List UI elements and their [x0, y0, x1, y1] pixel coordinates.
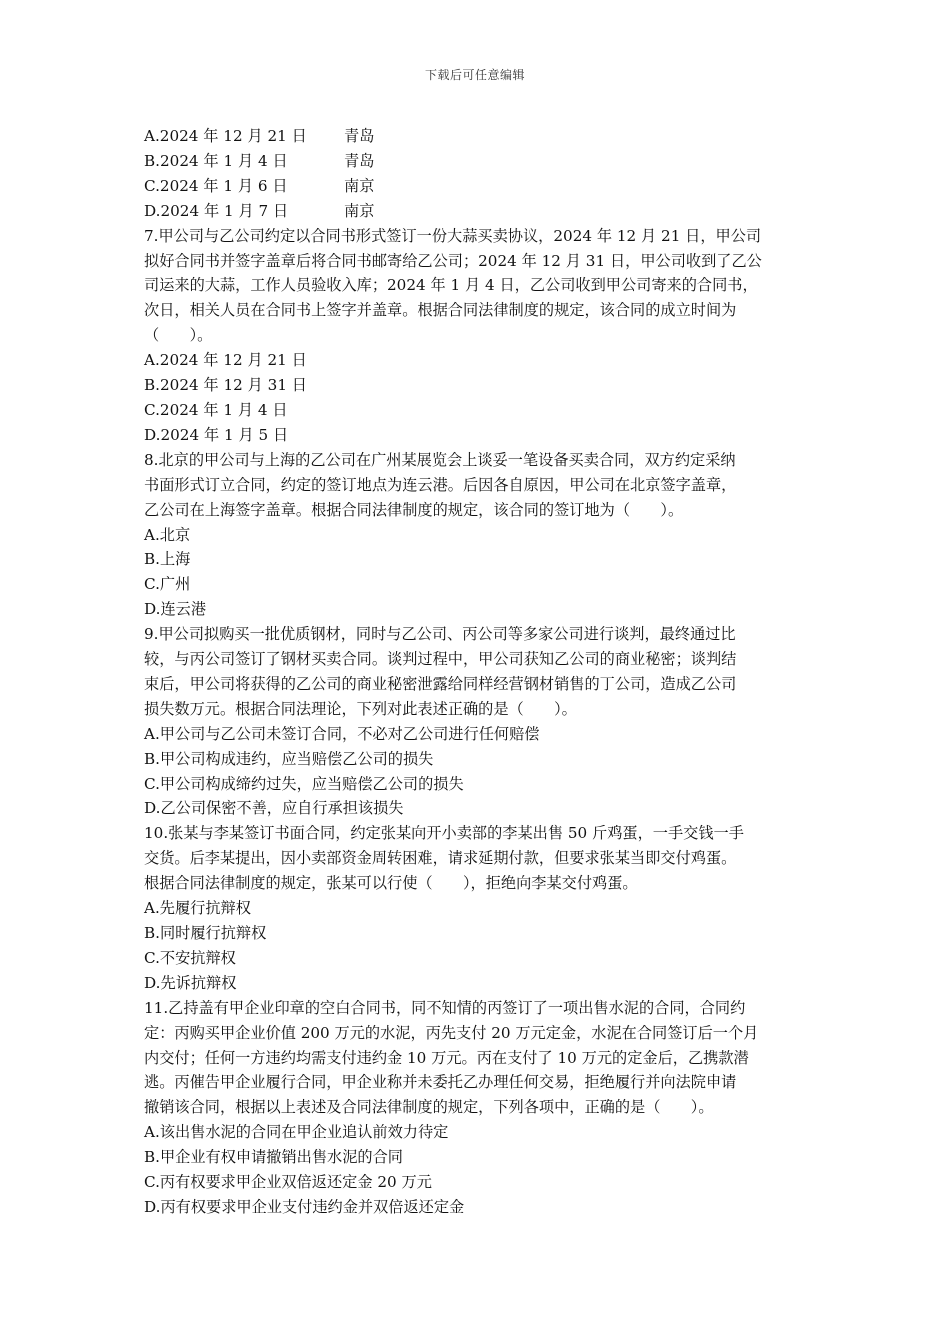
- question-text-line: 定：丙购买甲企业价值 200 万元的水泥，丙先支付 20 万元定金，水泥在合同签订后一个月: [144, 1023, 759, 1042]
- option-b: B.上海: [144, 550, 191, 569]
- option-a: A.2024 年 12 月 21 日: [144, 351, 307, 370]
- question-text-line: 乙公司在上海签字盖章。根据合同法律制度的规定，该合同的签订地为（ ）。: [144, 500, 684, 519]
- option-row: [144, 124, 812, 149]
- question-11: [144, 996, 812, 1220]
- question-text-line: 根据合同法律制度的规定，张某可以行使（ ），拒绝向李某交付鸡蛋。: [144, 874, 638, 893]
- document-body: [144, 124, 812, 1220]
- option-place: 南京: [344, 176, 375, 195]
- question-text-line: 较，与丙公司签订了钢材买卖合同。谈判过程中，甲公司获知乙公司的商业秘密；谈判结: [144, 650, 737, 669]
- option-date: A.2024 年 12 月 21 日: [144, 127, 307, 145]
- question-text-line: 书面形式订立合同，约定的签订地点为连云港。后因各自原因，甲公司在北京签字盖章，: [144, 475, 737, 494]
- question-text-line: 损失数万元。根据合同法理论，下列对此表述正确的是（ ）。: [144, 699, 577, 718]
- question-7: [144, 224, 812, 448]
- option-b: B.甲公司构成违约，应当赔偿乙公司的损失: [144, 749, 434, 768]
- option-row: [144, 199, 812, 224]
- option-row: [144, 174, 812, 199]
- question-text-line: 内交付；任何一方违约均需支付违约金 10 万元。丙在支付了 10 万元的定金后，乙携款潜: [144, 1048, 749, 1067]
- option-d: D.丙有权要求甲企业支付违约金并双倍返还定金: [144, 1197, 465, 1216]
- option-date: D.2024 年 1 月 7 日: [144, 201, 289, 220]
- option-place: 青岛: [344, 127, 375, 145]
- question-text-line: 8.北京的甲公司与上海的乙公司在广州某展览会上谈妥一笔设备买卖合同，双方约定采纳: [144, 450, 736, 469]
- option-row: [144, 149, 812, 174]
- option-a: A.北京: [144, 525, 191, 544]
- option-d: D.乙公司保密不善，应自行承担该损失: [144, 799, 404, 818]
- question-6-options: [144, 124, 812, 224]
- question-text-line: 次日，相关人员在合同书上签字并盖章。根据合同法律制度的规定，该合同的成立时间为: [144, 301, 737, 320]
- option-b: B.甲企业有权申请撤销出售水泥的合同: [144, 1148, 403, 1167]
- option-date: C.2024 年 1 月 6 日: [144, 176, 288, 195]
- option-b: B.2024 年 12 月 31 日: [144, 376, 307, 395]
- question-text-line: 7.甲公司与乙公司约定以合同书形式签订一份大蒜买卖协议，2024 年 12 月 21 日，甲公司: [144, 226, 762, 245]
- option-a: A.先履行抗辩权: [144, 899, 251, 918]
- question-text-line: 司运来的大蒜，工作人员验收入库；2024 年 1 月 4 日，乙公司收到甲公司寄来的合同书，: [144, 276, 758, 295]
- option-d: D.2024 年 1 月 5 日: [144, 425, 289, 444]
- question-8: [144, 448, 812, 622]
- question-text-line: 9.甲公司拟购买一批优质钢材，同时与乙公司、丙公司等多家公司进行谈判，最终通过比: [144, 625, 736, 644]
- page-header: 下载后可任意编辑: [424, 68, 525, 82]
- option-d: D.连云港: [144, 600, 207, 619]
- option-place: 南京: [344, 201, 375, 220]
- option-c: C.广州: [144, 575, 191, 594]
- option-a: A.甲公司与乙公司未签订合同，不必对乙公司进行任何赔偿: [144, 724, 540, 743]
- option-d: D.先诉抗辩权: [144, 973, 237, 992]
- option-date: B.2024 年 1 月 4 日: [144, 151, 288, 170]
- question-text-line: 撤销该合同，根据以上表述及合同法律制度的规定，下列各项中，正确的是（ ）。: [144, 1098, 714, 1117]
- question-text-line: 逃。丙催告甲企业履行合同，甲企业称并未委托乙办理任何交易，拒绝履行并向法院申请: [144, 1073, 737, 1092]
- question-10: [144, 821, 812, 995]
- question-text-line: 束后，甲公司将获得的乙公司的商业秘密泄露给同样经营钢材销售的丁公司，造成乙公司: [144, 674, 737, 693]
- option-c: C.甲公司构成缔约过失，应当赔偿乙公司的损失: [144, 774, 464, 793]
- option-a: A.该出售水泥的合同在甲企业追认前效力待定: [144, 1123, 449, 1142]
- question-text-line: 交货。后李某提出，因小卖部资金周转困难，请求延期付款，但要求张某当即交付鸡蛋。: [144, 849, 737, 868]
- option-b: B.同时履行抗辩权: [144, 924, 267, 942]
- option-c: C.丙有权要求甲企业双倍返还定金 20 万元: [144, 1173, 432, 1192]
- option-place: 青岛: [344, 151, 375, 170]
- option-c: C.2024 年 1 月 4 日: [144, 400, 288, 419]
- question-9: [144, 622, 812, 821]
- question-text-line: 拟好合同书并签字盖章后将合同书邮寄给乙公司；2024 年 12 月 31 日，甲公司收到了乙公: [144, 251, 762, 270]
- question-text-line: 11.乙持盖有甲企业印章的空白合同书，同不知情的丙签订了一项出售水泥的合同，合同约: [144, 998, 746, 1017]
- option-c: C.不安抗辩权: [144, 948, 236, 967]
- question-text-line: （ ）。: [144, 326, 213, 345]
- question-text-line: 10.张某与李某签订书面合同，约定张某向开小卖部的李某出售 50 斤鸡蛋，一手交钱一手: [144, 824, 744, 843]
